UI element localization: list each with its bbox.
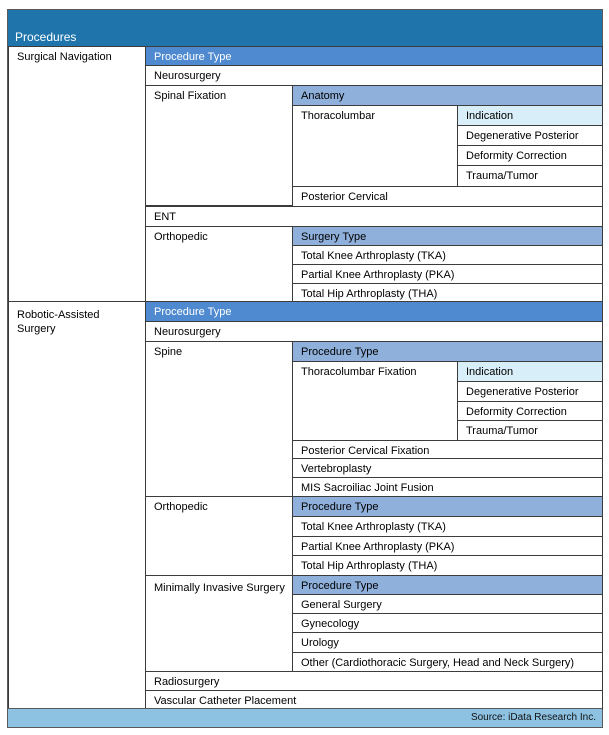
- sn-orthopedic: Orthopedic: [145, 226, 293, 302]
- procedures-table: [7, 9, 603, 728]
- ra-mis-item: Urology: [292, 632, 603, 653]
- category-surgical-navigation: Surgical Navigation: [8, 46, 146, 302]
- sn-ent: ENT: [145, 206, 603, 227]
- ra-spine-item: Vertebroplasty: [292, 458, 603, 478]
- sn-spinal-fixation: Spinal Fixation: [145, 85, 293, 206]
- ra-mis-item: Gynecology: [292, 613, 603, 633]
- ra-indication-item: Degenerative Posterior: [457, 381, 603, 402]
- procedure-type-header: Procedure Type: [145, 46, 603, 66]
- procedure-type-header: Procedure Type: [292, 341, 603, 362]
- ra-spine-item: Posterior Cervical Fixation: [292, 440, 603, 459]
- anatomy-header: Anatomy: [292, 85, 603, 106]
- ra-vascular-catheter: Vascular Catheter Placement: [145, 690, 603, 710]
- source-note: Source: iData Research Inc.: [470, 712, 596, 723]
- ra-orthopedic: Orthopedic: [145, 496, 293, 576]
- ra-neurosurgery: Neurosurgery: [145, 321, 603, 342]
- category-robotic-assisted: Robotic-Assisted Surgery: [8, 301, 146, 710]
- ra-mis-item: General Surgery: [292, 594, 603, 614]
- sn-ortho-item: Partial Knee Arthroplasty (PKA): [292, 264, 603, 284]
- ra-mis-item: Other (Cardiothoracic Surgery, Head and Neck Surgery): [292, 652, 603, 672]
- table-header: [8, 10, 602, 46]
- sn-indication-item: Deformity Correction: [457, 145, 603, 166]
- surgery-type-header: Surgery Type: [292, 226, 603, 246]
- ra-spine-item: MIS Sacroiliac Joint Fusion: [292, 477, 603, 497]
- table-title: Procedures: [15, 30, 77, 44]
- ra-minimally-invasive: Minimally Invasive Surgery: [145, 575, 293, 672]
- sn-posterior-cervical: Posterior Cervical: [292, 186, 603, 207]
- sn-indication-item: Degenerative Posterior: [457, 125, 603, 146]
- table-footer: [8, 708, 602, 727]
- sn-thoracolumbar: Thoracolumbar: [292, 105, 458, 187]
- sn-indication-item: Trauma/Tumor: [457, 165, 603, 187]
- sn-ortho-item: Total Knee Arthroplasty (TKA): [292, 245, 603, 265]
- indication-header: Indication: [457, 361, 603, 382]
- ra-ortho-item: Total Knee Arthroplasty (TKA): [292, 516, 603, 537]
- sn-ortho-item: Total Hip Arthroplasty (THA): [292, 283, 603, 302]
- sn-neurosurgery: Neurosurgery: [145, 65, 603, 86]
- ra-thoracolumbar-fixation: Thoracolumbar Fixation: [292, 361, 458, 441]
- ra-radiosurgery: Radiosurgery: [145, 671, 603, 691]
- procedure-type-header: Procedure Type: [292, 575, 603, 595]
- procedure-type-header: Procedure Type: [145, 301, 603, 322]
- ra-indication-item: Deformity Correction: [457, 401, 603, 421]
- ra-spine: Spine: [145, 341, 293, 497]
- ra-ortho-item: Partial Knee Arthroplasty (PKA): [292, 536, 603, 556]
- ra-indication-item: Trauma/Tumor: [457, 420, 603, 441]
- indication-header: Indication: [457, 105, 603, 126]
- procedure-type-header: Procedure Type: [292, 496, 603, 517]
- ra-ortho-item: Total Hip Arthroplasty (THA): [292, 555, 603, 576]
